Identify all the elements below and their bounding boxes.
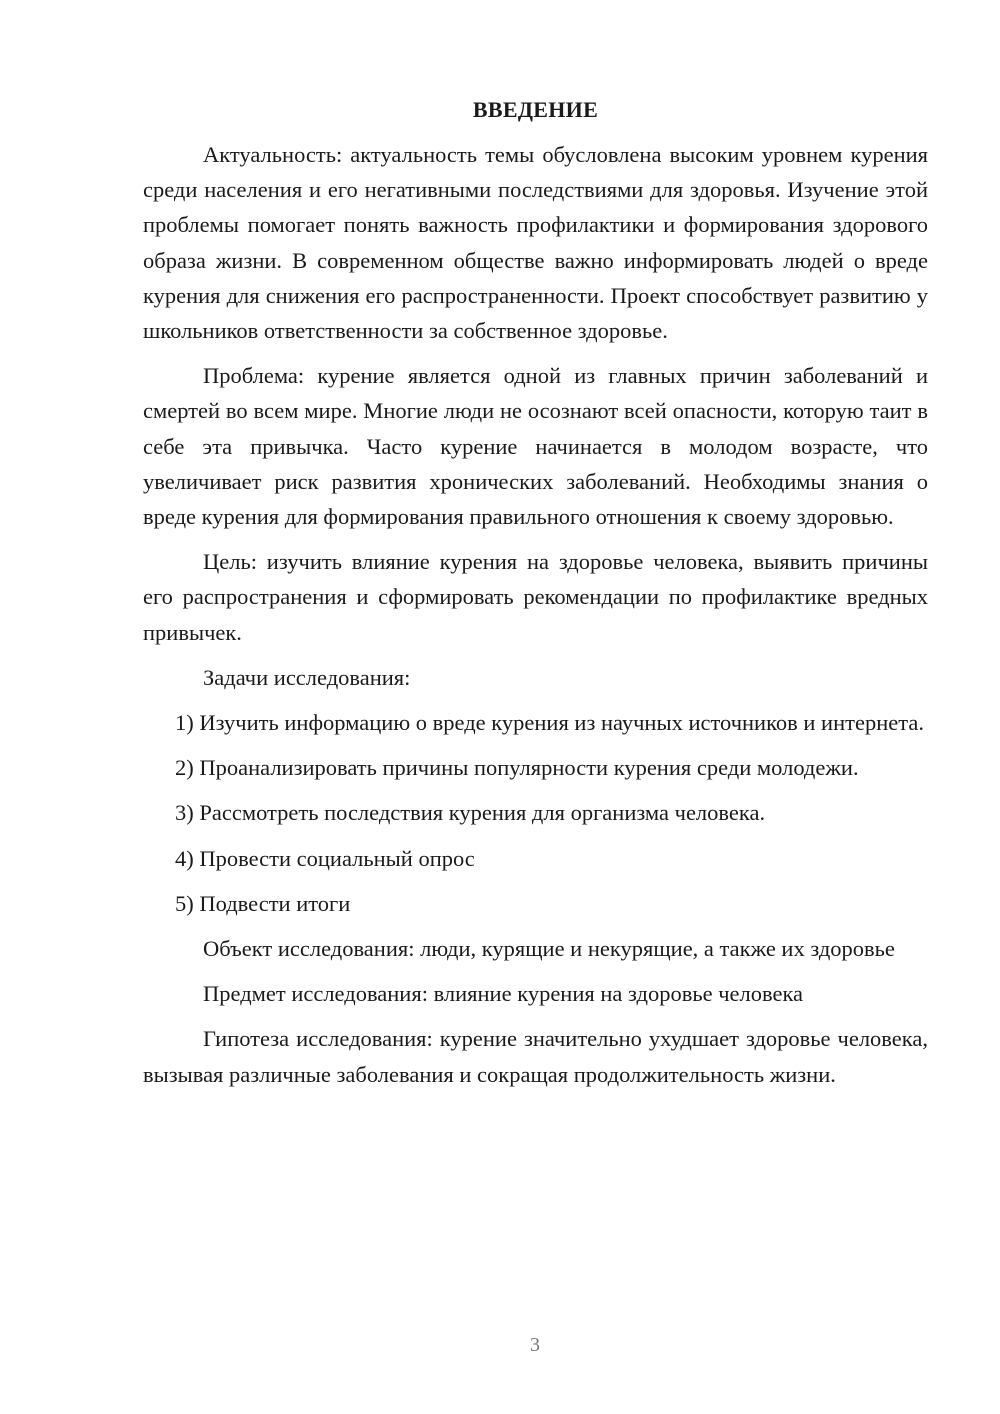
paragraph-problem: Проблема: курение является одной из главных причин заболеваний и смертей во всем мире. Многие люди не осознают всей опасности, которую таит в себе эта привычка. Часто курение начинается в молодом возрасте, что увеличивает риск развития хронических заболеваний. Необходимы знания о вреде курения для формирования правильного отношения к своему здоровью. <box>143 363 928 530</box>
task-item-1: 1) Изучить информацию о вреде курения из научных источников и интернета. <box>175 710 924 736</box>
paragraph-object: Объект исследования: люди, курящие и некурящие, а также их здоровье <box>203 936 895 962</box>
paragraph-relevance: Актуальность: актуальность темы обусловлена высоким уровнем курения среди населения и его негативными последствиями для здоровья. Изучение этой проблемы помогает понять важность профилактики и формирования здорового образа жизни. В современном обществе важно информировать людей о вреде курения для снижения его распространенности. Проект способствует развитию у школьников ответственности за собственное здоровье. <box>143 142 928 344</box>
page-title: ВВЕДЕНИЕ <box>472 97 599 122</box>
tasks-heading: Задачи исследования: <box>203 664 411 690</box>
task-item-5: 5) Подвести итоги <box>175 890 351 916</box>
task-item-2: 2) Проанализировать причины популярности курения среди молодежи. <box>175 755 859 781</box>
task-item-3: 3) Рассмотреть последствия курения для организма человека. <box>175 800 766 826</box>
paragraph-hypothesis: Гипотеза исследования: курение значительно ухудшает здоровье человека, вызывая различные заболевания и сокращая продолжительность жизни. <box>143 1026 928 1087</box>
task-item-4: 4) Провести социальный опрос <box>175 845 475 871</box>
paragraph-goal: Цель: изучить влияние курения на здоровье человека, выявить причины его распространения и сформировать рекомендации по профилактике вредных привычек. <box>143 549 928 645</box>
page-number: 3 <box>530 1334 540 1356</box>
paragraph-subject: Предмет исследования: влияние курения на здоровье человека <box>203 981 804 1007</box>
document-page <box>143 95 928 1102</box>
